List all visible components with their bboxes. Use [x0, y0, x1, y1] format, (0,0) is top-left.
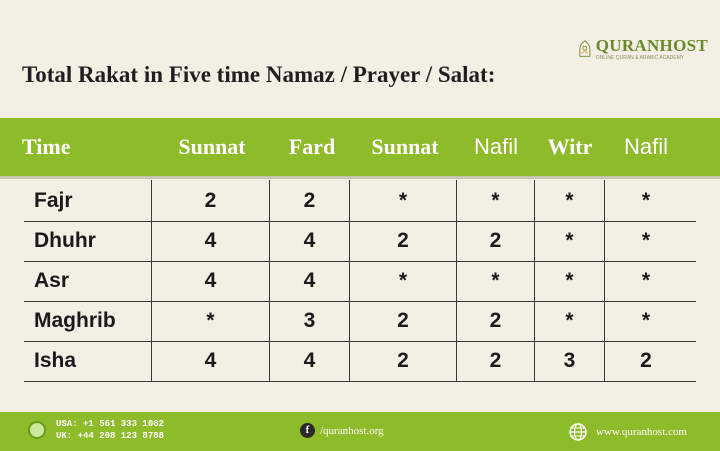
table-cell: 2: [489, 309, 502, 332]
globe-icon: [568, 422, 588, 442]
phone-usa: USA: +1 561 333 1082: [56, 419, 165, 429]
table-cell: *: [398, 269, 408, 292]
footer-phone: [28, 418, 164, 442]
footer-facebook[interactable]: [300, 423, 384, 438]
table-cell: 4: [204, 269, 217, 292]
table-cell: 2: [489, 349, 502, 372]
table-cell: *: [641, 309, 651, 332]
table-cell: 4: [303, 349, 316, 372]
table-cell: 3: [303, 309, 316, 332]
table-cell: 4: [303, 229, 316, 252]
quranhost-logo: [578, 26, 708, 72]
column-header-nafil: Nafil: [473, 134, 518, 159]
website-link[interactable]: www.quranhost.com: [596, 426, 687, 438]
table-cell: 2: [303, 189, 316, 212]
table-cell: 4: [204, 349, 217, 372]
table-cell: 4: [204, 229, 217, 252]
facebook-handle[interactable]: /quranhost.org: [320, 424, 384, 437]
row-label-isha: Isha: [34, 349, 77, 372]
logo-tagline: ONLINE QURAN & ARABIC ACADEMY: [595, 54, 685, 61]
table-cell: 2: [397, 349, 409, 372]
table-cell: *: [641, 189, 651, 212]
rakat-table: [24, 180, 696, 382]
table-cell: 2: [640, 349, 652, 372]
row-label-fajr: Fajr: [34, 189, 73, 212]
phone-icon: [28, 421, 46, 439]
column-header-sunnat: Sunnat: [178, 134, 246, 159]
table-cell: *: [398, 189, 408, 212]
quran-logo-icon: [578, 29, 592, 69]
table-cell: *: [565, 309, 574, 332]
phone-uk: UK: +44 208 123 8788: [56, 431, 165, 441]
table-cell: *: [641, 229, 651, 252]
table-cell: 2: [489, 229, 502, 252]
table-cell: *: [641, 269, 651, 292]
table-cell: *: [565, 189, 574, 212]
table-header: [0, 118, 720, 176]
row-label-maghrib: Maghrib: [34, 309, 116, 332]
logo-name: QURANHOST: [595, 35, 708, 55]
table-cell: 2: [397, 309, 409, 332]
table-cell: *: [206, 309, 215, 332]
column-header-nafil-2: Nafil: [623, 134, 668, 159]
column-header-witr: Witr: [547, 134, 593, 159]
table-cell: *: [491, 269, 500, 292]
table-cell: 2: [397, 229, 409, 252]
table-cell: *: [565, 229, 574, 252]
table-cell: 4: [303, 269, 316, 292]
facebook-icon: f: [300, 423, 315, 438]
table-cell: *: [565, 269, 574, 292]
footer-bar: [0, 412, 720, 451]
footer-website[interactable]: [568, 422, 687, 442]
table-cell: *: [491, 189, 500, 212]
page-title: Total Rakat in Five time Namaz / Prayer / Salat:: [22, 62, 496, 87]
column-header-fard: Fard: [288, 134, 336, 159]
table-cell: 2: [204, 189, 217, 212]
table-cell: 3: [563, 349, 576, 372]
row-label-dhuhr: Dhuhr: [34, 229, 96, 252]
column-header-time: Time: [22, 134, 71, 159]
row-label-asr: Asr: [34, 269, 70, 292]
column-header-sunnat-2: Sunnat: [371, 134, 439, 159]
